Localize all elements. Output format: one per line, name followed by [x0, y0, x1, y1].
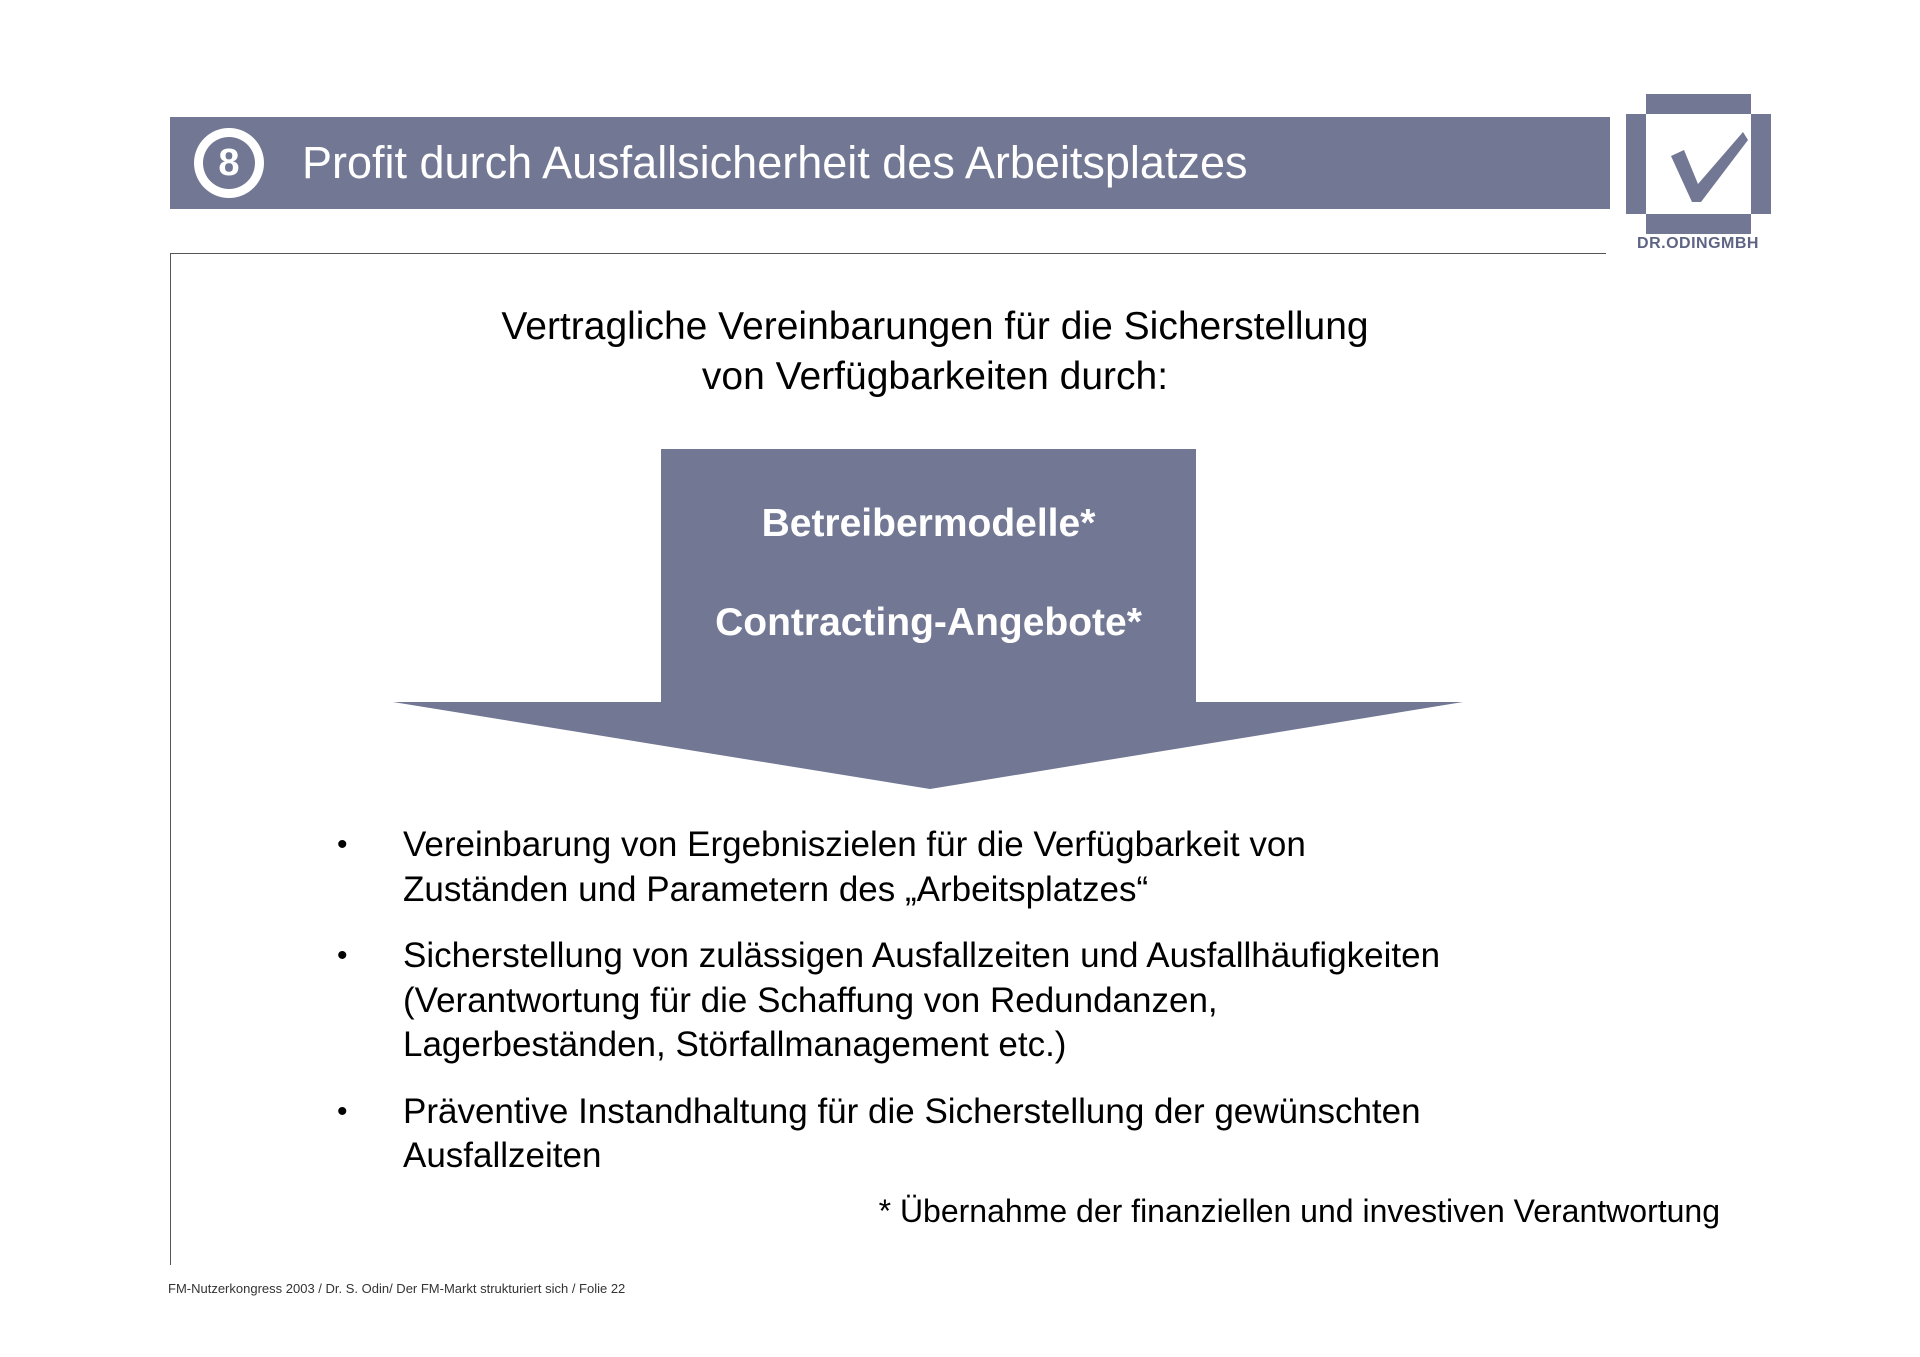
slide-number-badge — [194, 128, 264, 198]
bullet-list — [337, 823, 1587, 1201]
intro-line-2: von Verfügbarkeiten durch: — [701, 355, 1169, 398]
bullet-line: Lagerbeständen, Störfallmanagement etc.) — [403, 1025, 1067, 1064]
arrow-item-contracting: Contracting-Angebote* — [715, 601, 1142, 644]
list-item — [337, 934, 1587, 1068]
bullet-marker: • — [337, 1094, 348, 1128]
list-item — [337, 823, 1587, 912]
bullet-marker: • — [337, 939, 348, 972]
bullet-line: Präventive Instandhaltung für die Sicherstellung der gewünschten — [403, 1091, 1421, 1131]
slide-title: Profit durch Ausfallsicherheit des Arbeitsplatzes — [302, 137, 1248, 188]
bullet-line: Ausfallzeiten — [403, 1136, 602, 1175]
bullet-line: Zuständen und Parametern des „Arbeitsplatzes“ — [403, 869, 1149, 909]
checkmark-icon — [1626, 94, 1771, 234]
horizontal-divider — [171, 253, 1606, 254]
footnote: * Übernahme der finanziellen und investiven Verantwortung — [878, 1193, 1720, 1229]
bullet-marker: • — [337, 828, 348, 861]
list-item — [337, 1090, 1587, 1179]
bullet-line: (Verantwortung für die Schaffung von Redundanzen, — [403, 980, 1218, 1020]
slide-number: 8 — [218, 142, 240, 184]
bullet-line: Sicherstellung von zulässigen Ausfallzeiten und Ausfallhäufigkeiten — [403, 936, 1441, 975]
intro-line-1: Vertragliche Vereinbarungen für die Sicherstellung — [501, 305, 1369, 348]
company-logo-text: DR.ODINGMBH — [1637, 235, 1759, 252]
bullet-line: Vereinbarung von Ergebniszielen für die Verfügbarkeit von — [403, 825, 1306, 864]
arrow-item-betreibermodelle: Betreibermodelle* — [761, 502, 1096, 545]
intro-text — [300, 302, 1570, 402]
vertical-divider — [170, 253, 171, 1265]
slide-footer: FM-Nutzerkongress 2003 / Dr. S. Odin/ Der FM-Markt strukturiert sich / Folie 22 — [168, 1281, 626, 1296]
